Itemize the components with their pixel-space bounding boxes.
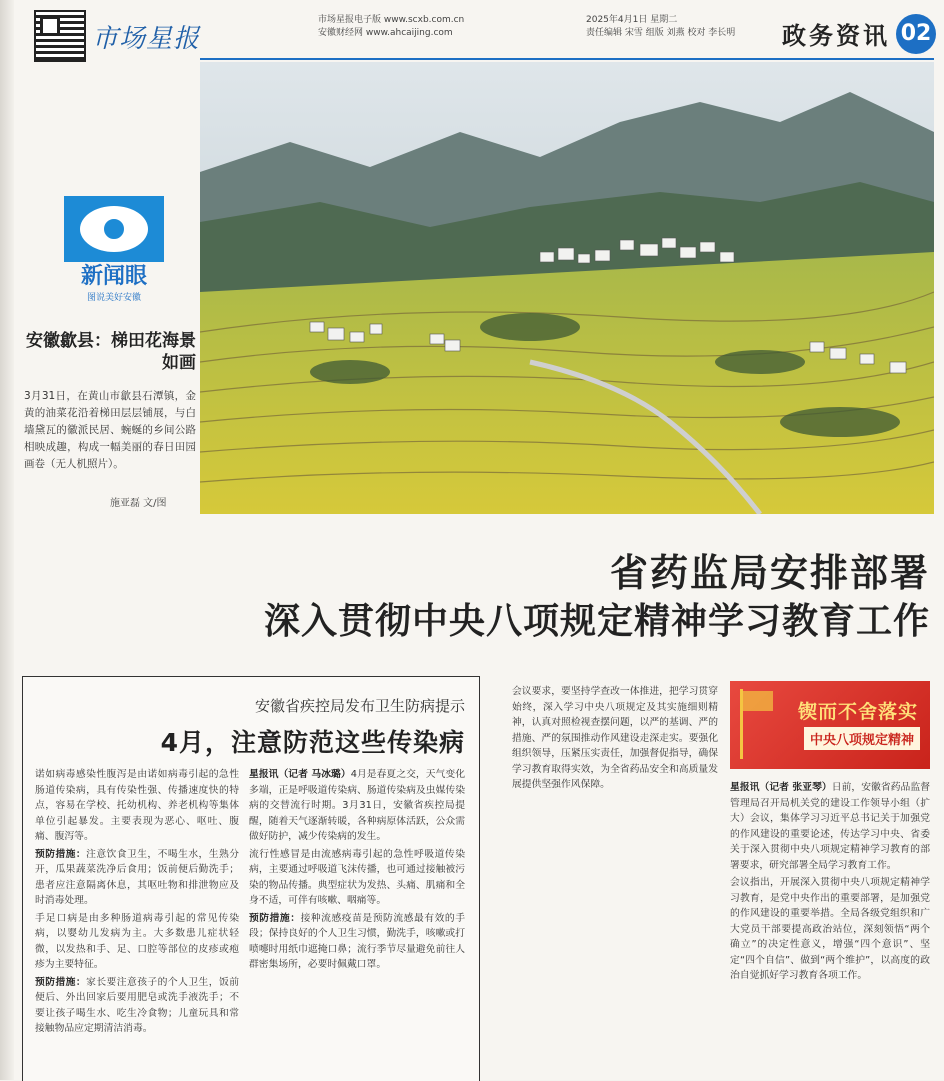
right-article-column-1 [730, 780, 930, 986]
banner-line-1: 锲而不舍落实 [797, 701, 918, 723]
paragraph: 预防措施：接种流感疫苗是预防流感最有效的手段；保持良好的个人卫生习惯，勤洗手，咳嗽或打喷嚏时用纸巾遮掩口鼻；流行季节尽量避免前往人群密集场所，必要时佩戴口罩。 [249, 912, 466, 970]
paragraph: 流行性感冒是由流感病毒引起的急性呼吸道传染病，主要通过呼吸道飞沫传播，也可通过接触被污染的物品传播。典型症状为发热、头痛、肌痛和全身不适，可伴有咳嗽、咽痛等。 [249, 848, 465, 906]
qr-code-icon [34, 10, 86, 62]
terraced-fields-image [200, 62, 934, 514]
edition-line: 责任编辑 宋雪 组版 刘燕 校对 李长明 [586, 28, 736, 38]
news-eye-logo [64, 196, 164, 306]
page-number-badge: 02 [896, 14, 936, 54]
paragraph: 诺如病毒感染性腹泻是由诺如病毒引起的急性肠道传染病，具有传染性强、传播速度快的特点，容易在学校、托幼机构、养老机构等集体单位引起暴发。主要表现为恶心、呕吐、腹痛、腹泻等。 [35, 769, 239, 842]
photo-caption-body: 3月31日，在黄山市歙县石潭镇，金黄的油菜花沿着梯田层层铺展，与白墙黛瓦的徽派民居、蜿蜒的乡间公路相映成趣，构成一幅美丽的春日田园画卷（无人机照片）。 [24, 390, 196, 470]
photo-credit: 施亚磊 文/图 [110, 498, 167, 509]
campaign-banner [730, 681, 930, 769]
headline-line-1: 省药监局安排部署 [609, 551, 930, 595]
landscape-photo [200, 62, 934, 514]
photo-caption-title: 安徽歙县：梯田花海景如画 [26, 331, 196, 373]
flag-icon [740, 689, 783, 759]
article-title: 4月，注意防范这些传染病 [160, 728, 465, 757]
paragraph: 预防措施：注意饮食卫生，不喝生水，生熟分开，瓜果蔬菜洗净后食用；饭前便后勤洗手；患者应注意隔离休息，其呕吐物和排泄物应及时消毒处理。 [35, 848, 240, 906]
disease-prevention-article [22, 676, 480, 1081]
page-header [18, 6, 938, 66]
section-title: 政务资讯 [782, 22, 890, 50]
paragraph: 会议指出，开展深入贯彻中央八项规定精神学习教育，是党中央作出的重要部署，是加强党的作风建设的重要举措。全局各级党组织和广大党员干部要提高政治站位，深刻领悟“两个确立”的决定性意义，增强“四个意识”、坚定“四个自信”、做到“两个维护”，以高度的政治自觉抓好学习教育各项工作。 [730, 877, 930, 981]
article-column-2 [35, 767, 239, 1039]
article-column-1 [249, 767, 465, 975]
paragraph: 星报讯（记者 马冰璐）4月是春夏之交，天气变化多端，正是呼吸道传染病、肠道传染病及虫媒传染病的交替流行时期。3月31日，安徽省疾控局提醒，随着天气逐渐转暖，各种病原体活跃，公众需做好防护，减少传染病的发生。 [249, 769, 465, 842]
paragraph: 手足口病是由多种肠道病毒引起的常见传染病，以婴幼儿发病为主。大多数患儿症状轻微，以发热和手、足、口腔等部位的皮疹或疱疹为主要特征。 [35, 912, 239, 970]
edition-info [586, 14, 735, 40]
article-kicker: 安徽省疾控局发布卫生防病提示 [254, 697, 465, 715]
header-meta [318, 14, 464, 40]
headline-line-2: 深入贯彻中央八项规定精神学习教育工作 [263, 601, 930, 642]
meta-line: 市场星报电子版 www.scxb.com.cn [318, 15, 465, 25]
logo-tagline: 图说美好安徽 [86, 293, 141, 303]
eye-icon [64, 196, 164, 262]
edition-line: 2025年4月1日 星期二 [586, 15, 678, 25]
right-article-column-2 [512, 684, 718, 795]
masthead: 市场星报 [92, 24, 201, 54]
paragraph: 星报讯（记者 张亚琴）日前，安徽省药品监督管理局召开局机关党的建设工作领导小组（扩大）会议，集体学习习近平总书记关于加强党的作风建设的重要论述，传达学习中央、省委关于深入贯彻中央八项规定精神学习教育的部署要求，研究部署全局学习教育工作。 [730, 782, 930, 871]
paragraph: 会议要求，要坚持学查改一体推进，把学习贯穿始终，深入学习中央八项规定及其实施细则精神，认真对照检视查摆问题，以严的基调、严的措施、严的氛围推动作风建设走深走实。要强化组织领导，压紧压实责任，加强督促指导，确保学习教育取得实效，为全省药品安全和高质量发展提供坚强作风保障。 [512, 686, 718, 790]
paragraph: 预防措施：家长要注意孩子的个人卫生，饭前便后、外出回家后要用肥皂或洗手液洗手；不要让孩子喝生水、吃生冷食物；儿童玩具和常接触物品应定期清洁消毒。 [35, 976, 240, 1034]
page-binding-edge [0, 0, 14, 1080]
banner-line-2: 中央八项规定精神 [804, 727, 920, 750]
main-headline [40, 548, 930, 646]
meta-line: 安徽财经网 www.ahcaijing.com [318, 28, 453, 38]
header-rule [200, 58, 934, 60]
logo-name: 新闻眼 [80, 264, 147, 289]
